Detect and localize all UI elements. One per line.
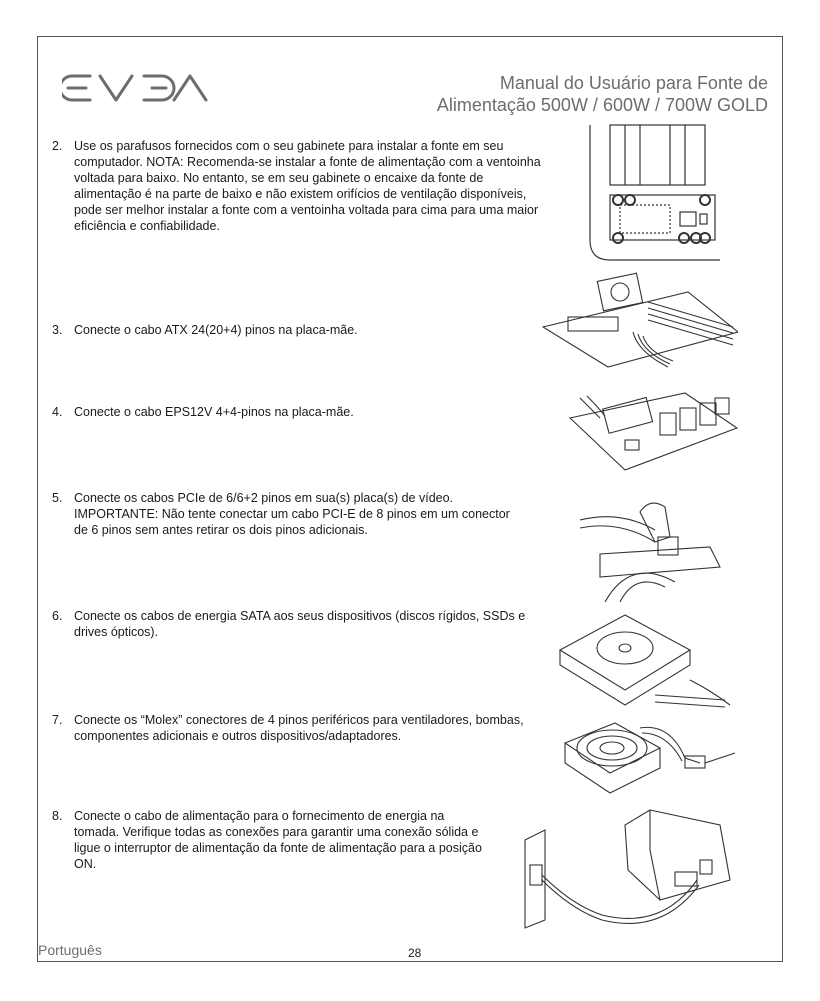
step-4 [52,404,522,420]
step-2 [52,138,542,234]
step-3 [52,322,522,338]
step-text: Conecte o cabo EPS12V 4+4-pinos na placa-mãe. [74,405,354,419]
step-number: 4. [52,405,63,419]
psu-case-illustration [580,120,730,270]
step-number: 8. [52,809,63,823]
step-5 [52,490,520,538]
step-number: 6. [52,609,63,623]
molex-fan-illustration [560,708,740,798]
eps12v-illustration [565,388,740,473]
step-text: Conecte os “Molex” conectores de 4 pinos periféricos para ventiladores, bombas, componentes adicionais e outros dispositivos/adaptadores. [74,713,524,743]
step-number: 2. [52,139,63,153]
atx-24pin-illustration [538,272,738,372]
step-number: 7. [52,713,63,727]
manual-title-line2: Alimentação 500W / 600W / 700W GOLD [436,95,768,115]
step-6 [52,608,542,640]
step-number: 3. [52,323,63,337]
evga-logo [62,68,212,108]
pcie-illustration [580,492,725,602]
power-cord-illustration [520,800,735,940]
step-text: Conecte o cabo ATX 24(20+4) pinos na placa-mãe. [74,323,358,337]
step-text: Conecte o cabo de alimentação para o fornecimento de energia na tomada. Verifique todas as conexões para garantir uma conexão sólida e ligue o interruptor de alimentação da fonte de alimentação para a posição ON. [74,809,482,871]
manual-title-line1: Manual do Usuário para Fonte de [499,73,768,93]
step-text: Use os parafusos fornecidos com o seu gabinete para instalar a fonte em seu computador. NOTA: Recomenda-se instalar a fonte de alimentação com a ventoinha voltada para baixo. No entanto, se em seu gabinete o encaixe da fonte de alimentação é na parte de baixo e não existem orifícios de ventilação disponíveis, pode ser melhor instalar a fonte com a ventoinha voltada para cima para uma maior eficiência e confiabilidade. [74,139,541,233]
step-number: 5. [52,491,63,505]
footer-language: Português [38,942,102,958]
step-7 [52,712,532,744]
manual-title [437,72,768,116]
step-text: Conecte os cabos de energia SATA aos seus dispositivos (discos rígidos, SSDs e drives ópticos). [74,609,526,639]
step-text: Conecte os cabos PCIe de 6/6+2 pinos em sua(s) placa(s) de vídeo. IMPORTANTE: Não tente conectar um cabo PCI-E de 8 pinos em um conector de 6 pinos sem antes retirar os dois pinos adicionais. [74,491,510,537]
step-8 [52,808,492,872]
page-number: 28 [408,946,422,960]
